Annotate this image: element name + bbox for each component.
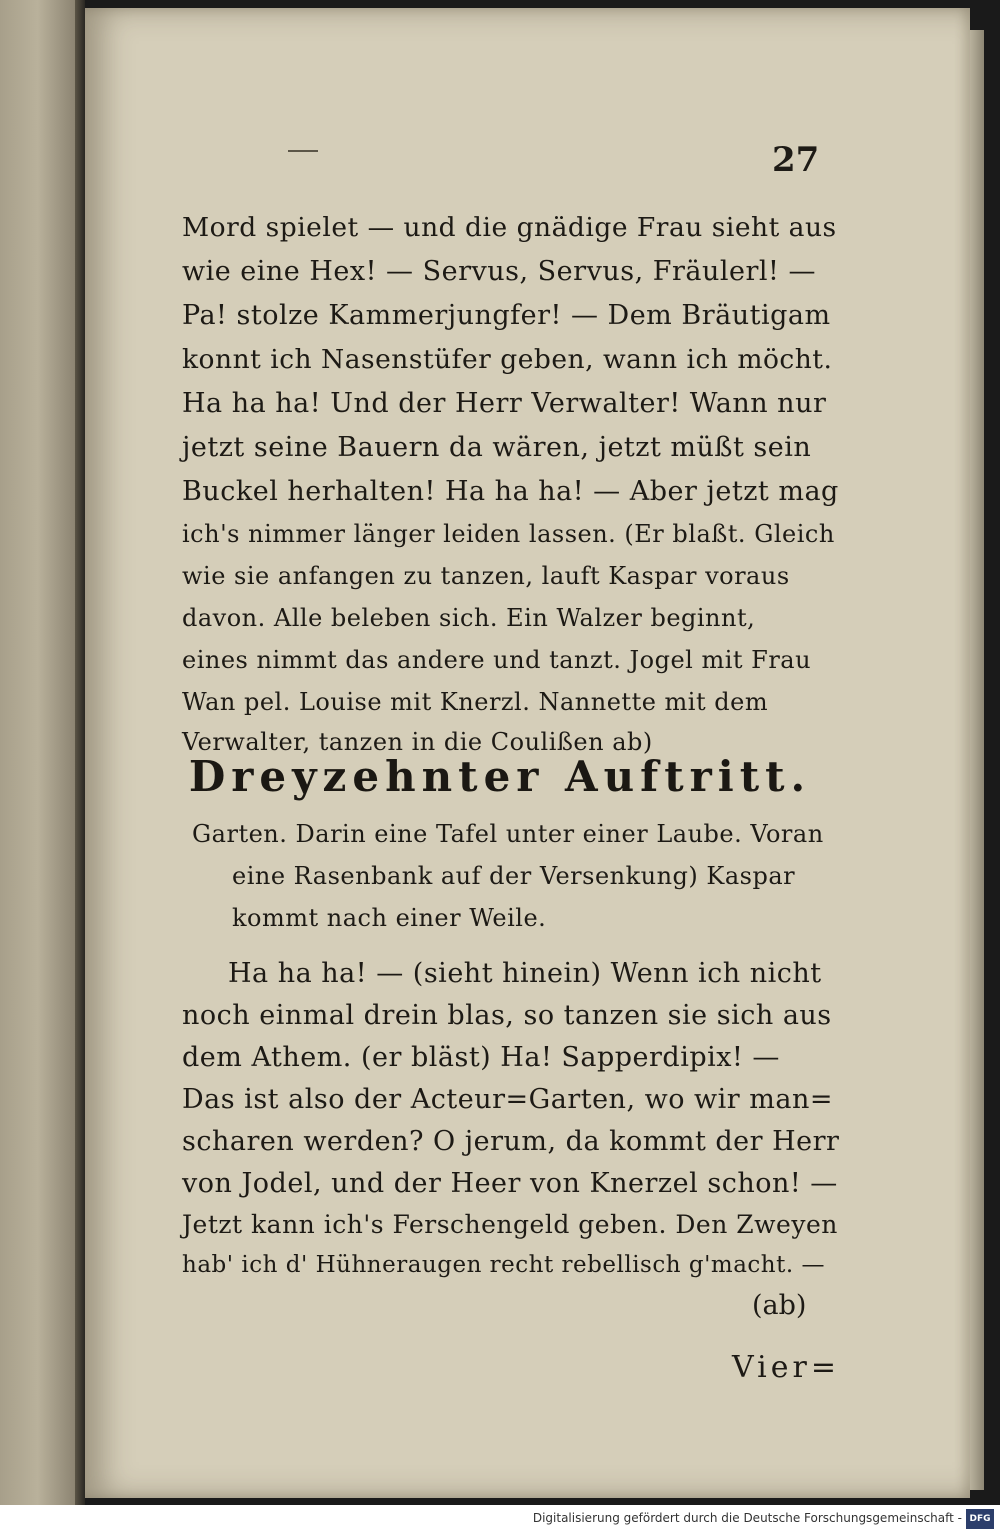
speech-line: Jetzt kann ich's Ferschengeld geben. Den Zweyen xyxy=(182,1210,838,1239)
stage-line: eine Rasenbank auf der Versenkung) Kaspar xyxy=(232,862,796,890)
footer-credit: Digitalisierung gefördert durch die Deutsche Forschungsgemeinschaft - xyxy=(532,1511,962,1525)
text-line: ich's nimmer länger leiden lassen. (Er blaßt. Gleich xyxy=(182,520,835,548)
text-line: Verwalter, tanzen in die Coulißen ab) xyxy=(182,728,653,756)
stage-line: kommt nach einer Weile. xyxy=(232,904,547,932)
scene-heading: Dreyzehnter Auftritt. xyxy=(188,752,812,801)
text-line: eines nimmt das andere und tanzt. Jogel mit Frau xyxy=(182,646,812,674)
catchword: Vier= xyxy=(732,1350,840,1385)
speech-line: scharen werden? O jerum, da kommt der Herr xyxy=(182,1126,840,1157)
text-line: konnt ich Nasenstüfer geben, wann ich möcht. xyxy=(182,344,833,375)
footer-bar xyxy=(0,1505,1000,1534)
text-line: Buckel herhalten! Ha ha ha! — Aber jetzt mag xyxy=(182,476,839,507)
exit-direction: (ab) xyxy=(752,1290,807,1321)
text-line: Pa! stolze Kammerjungfer! — Dem Bräutigam xyxy=(182,300,831,331)
page-number: 27 xyxy=(772,140,820,180)
speech-line: von Jodel, und der Heer von Knerzel schon! — xyxy=(182,1168,838,1199)
text-line: davon. Alle beleben sich. Ein Walzer beginnt, xyxy=(182,604,756,632)
header-mark xyxy=(288,150,318,152)
text-line: Mord spielet — und die gnädige Frau sieht aus xyxy=(182,212,837,243)
dfg-logo[interactable]: DFG xyxy=(966,1509,994,1529)
text-line: Wan pel. Louise mit Knerzl. Nannette mit dem xyxy=(182,688,769,716)
speech-line: dem Athem. (er bläst) Ha! Sapperdipix! — xyxy=(182,1042,780,1073)
speech-line: noch einmal drein blas, so tanzen sie sich aus xyxy=(182,1000,832,1031)
text-line: Ha ha ha! Und der Herr Verwalter! Wann nur xyxy=(182,388,827,419)
text-line: wie eine Hex! — Servus, Servus, Fräulerl! — xyxy=(182,256,816,287)
speech-line: hab' ich d' Hühneraugen recht rebellisch g'macht. — xyxy=(182,1252,825,1278)
stage-line: Garten. Darin eine Tafel unter einer Laube. Voran xyxy=(192,820,824,848)
speech-line: Ha ha ha! — (sieht hinein) Wenn ich nicht xyxy=(228,958,822,989)
speech-line: Das ist also der Acteur=Garten, wo wir man= xyxy=(182,1084,834,1115)
text-line: wie sie anfangen zu tanzen, lauft Kaspar voraus xyxy=(182,562,790,590)
text-line: jetzt seine Bauern da wären, jetzt müßt sein xyxy=(182,432,812,463)
